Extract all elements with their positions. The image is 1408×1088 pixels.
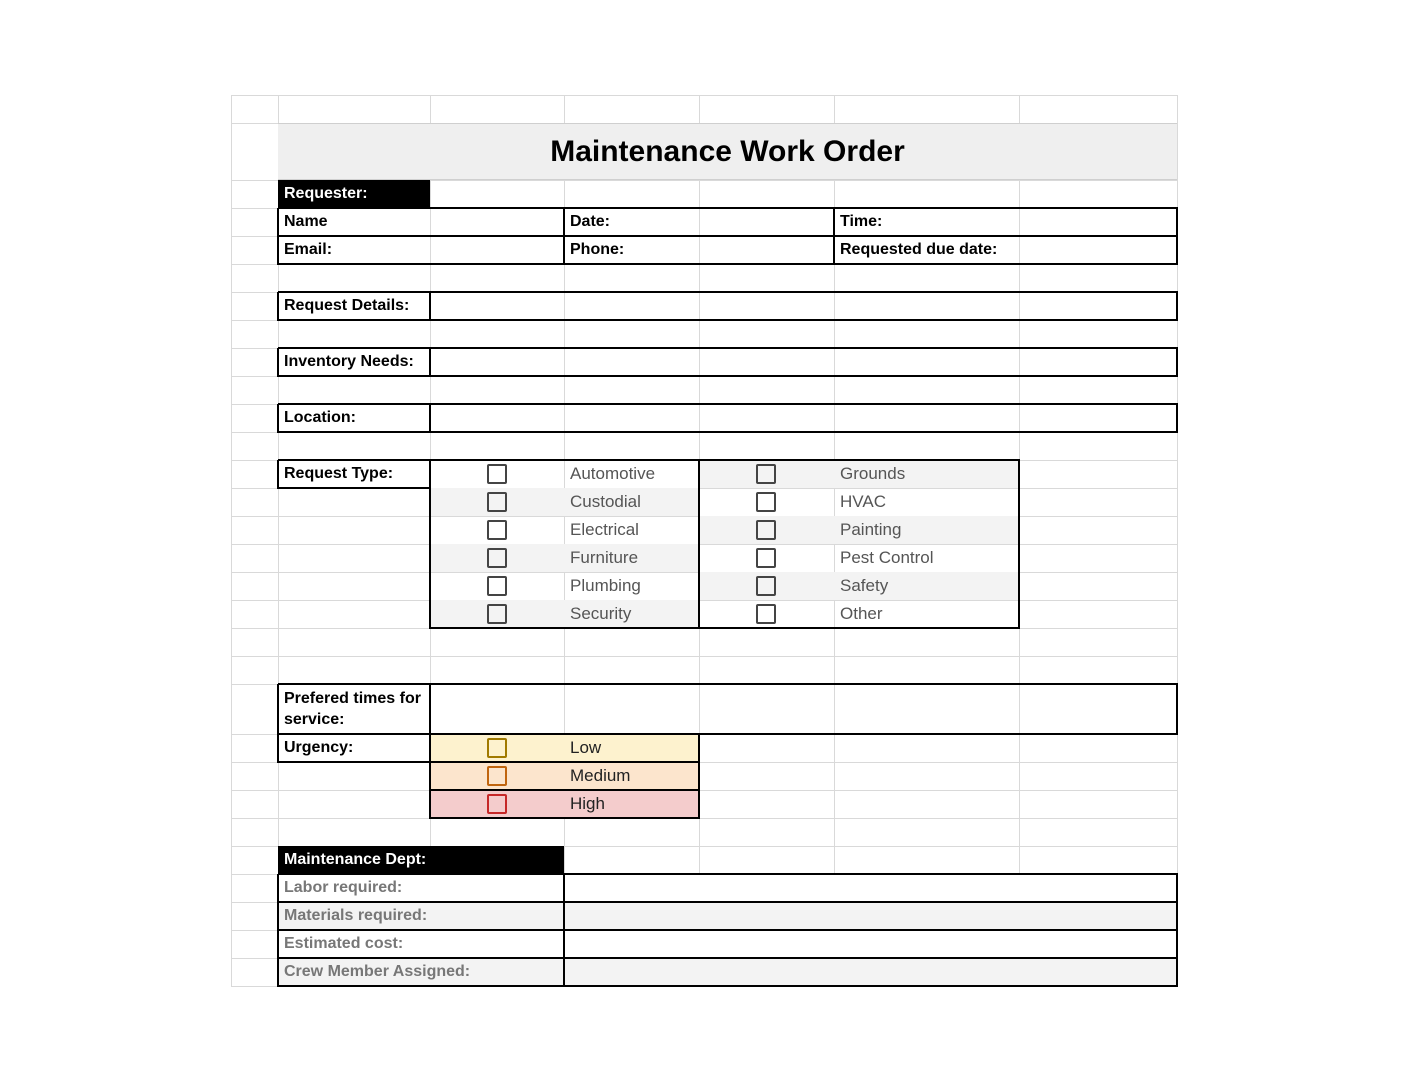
time-field[interactable] (1019, 209, 1176, 235)
border-v (277, 684, 279, 735)
location-field[interactable] (431, 405, 1176, 431)
request-type-label: Electrical (570, 520, 639, 539)
maintenance-field-label: Estimated cost: (284, 935, 404, 952)
inventory-needs-label: Inventory Needs: (284, 353, 414, 370)
maintenance-field-input[interactable] (566, 903, 1176, 929)
border-h (430, 627, 700, 629)
maintenance-field-label: Crew Member Assigned: (284, 963, 471, 980)
border-h (278, 319, 1178, 321)
request-type-label: Automotive (570, 464, 656, 483)
checkbox-grounds[interactable] (756, 464, 776, 484)
border-v (1176, 348, 1178, 377)
date-field[interactable] (699, 209, 833, 235)
grid-line-h (231, 818, 1177, 819)
border-v (1176, 208, 1178, 265)
border-h (430, 459, 700, 461)
border-h (278, 459, 431, 461)
time-label: Time: (840, 213, 883, 230)
request-type-label: Painting (840, 520, 902, 539)
preferred-times-field[interactable] (431, 685, 1176, 733)
grid-line-h (231, 95, 1177, 96)
checkbox-furniture[interactable] (487, 548, 507, 568)
border-h (278, 873, 1178, 875)
border-h (278, 487, 431, 489)
checkbox-pest-control[interactable] (756, 548, 776, 568)
border-h (430, 761, 700, 763)
request-type-label: Request Type: (284, 465, 394, 482)
grid-line-v (231, 95, 232, 986)
border-v (833, 208, 835, 265)
border-h (278, 985, 1178, 987)
urgency-label: Urgency: (284, 739, 354, 756)
border-v (1176, 404, 1178, 433)
email-label: Email: (284, 241, 333, 258)
request-type-label: Pest Control (840, 548, 934, 567)
border-v (429, 292, 431, 321)
urgency-checkbox-high[interactable] (487, 794, 507, 814)
border-v (698, 734, 700, 819)
urgency-option-label: Low (570, 738, 602, 757)
checkbox-electrical[interactable] (487, 520, 507, 540)
border-v (563, 208, 565, 265)
border-h (278, 929, 1178, 931)
checkbox-automotive[interactable] (487, 464, 507, 484)
border-v (429, 734, 431, 819)
request-type-label: Custodial (570, 492, 641, 511)
grid-line-h (231, 656, 1177, 657)
phone-field[interactable] (699, 237, 833, 263)
border-h (278, 957, 1178, 959)
border-h (699, 459, 1020, 461)
border-h (430, 733, 700, 735)
request-details-label: Request Details: (284, 297, 410, 314)
border-h (430, 789, 700, 791)
request-type-label: HVAC (840, 492, 886, 511)
requester-header: Requester: (278, 180, 430, 208)
border-h (278, 347, 1178, 349)
checkbox-safety[interactable] (756, 576, 776, 596)
request-type-label: Safety (840, 576, 889, 595)
checkbox-hvac[interactable] (756, 492, 776, 512)
location-label: Location: (284, 409, 356, 426)
border-v (429, 348, 431, 377)
border-h (278, 375, 1178, 377)
request-type-label: Plumbing (570, 576, 641, 595)
name-label: Name (284, 213, 328, 230)
border-h (278, 207, 1178, 209)
border-v (277, 348, 279, 377)
maintenance-field-label: Labor required: (284, 879, 403, 896)
checkbox-other[interactable] (756, 604, 776, 624)
request-type-label: Other (840, 604, 883, 623)
requested-due-date-label: Requested due date: (840, 241, 998, 258)
name-field[interactable] (430, 209, 563, 235)
border-h (278, 683, 1178, 685)
requested-due-date-field[interactable] (1019, 237, 1176, 263)
border-v (429, 404, 431, 433)
email-field[interactable] (430, 237, 563, 263)
border-v (277, 404, 279, 433)
request-type-label: Furniture (570, 548, 639, 567)
border-h (278, 235, 1178, 237)
urgency-option-label: High (570, 794, 605, 813)
checkbox-plumbing[interactable] (487, 576, 507, 596)
border-h (278, 291, 1178, 293)
border-v (1176, 292, 1178, 321)
request-type-label: Grounds (840, 464, 906, 483)
border-h (278, 761, 431, 763)
maintenance-field-input[interactable] (566, 875, 1176, 901)
border-h (278, 901, 1178, 903)
maintenance-field-label: Materials required: (284, 907, 428, 924)
maintenance-field-input[interactable] (566, 931, 1176, 957)
inventory-needs-field[interactable] (431, 349, 1176, 375)
urgency-checkbox-medium[interactable] (487, 766, 507, 786)
maintenance-dept-header: Maintenance Dept: (278, 846, 564, 874)
border-v (1176, 684, 1178, 735)
form-title: Maintenance Work Order (278, 123, 1177, 180)
border-v (277, 292, 279, 321)
border-v (277, 460, 279, 489)
maintenance-field-input[interactable] (566, 959, 1176, 985)
phone-label: Phone: (570, 241, 625, 258)
border-h (430, 817, 700, 819)
border-v (277, 734, 279, 763)
border-h (278, 431, 1178, 433)
urgency-checkbox-low[interactable] (487, 738, 507, 758)
checkbox-custodial[interactable] (487, 492, 507, 512)
border-h (278, 733, 431, 735)
border-v (277, 208, 279, 265)
date-label: Date: (570, 213, 611, 230)
border-v (429, 460, 431, 629)
border-v (698, 460, 700, 629)
border-h (699, 627, 1020, 629)
border-v (429, 684, 431, 735)
border-v (1018, 460, 1020, 629)
border-h (278, 263, 1178, 265)
request-type-label: Security (570, 604, 632, 623)
checkbox-security[interactable] (487, 604, 507, 624)
grid-line-h (231, 790, 1177, 791)
checkbox-painting[interactable] (756, 520, 776, 540)
urgency-option-label: Medium (570, 766, 631, 785)
border-h (278, 403, 1178, 405)
preferred-times-label: Prefered times for service: (284, 690, 421, 728)
request-details-field[interactable] (431, 293, 1176, 319)
